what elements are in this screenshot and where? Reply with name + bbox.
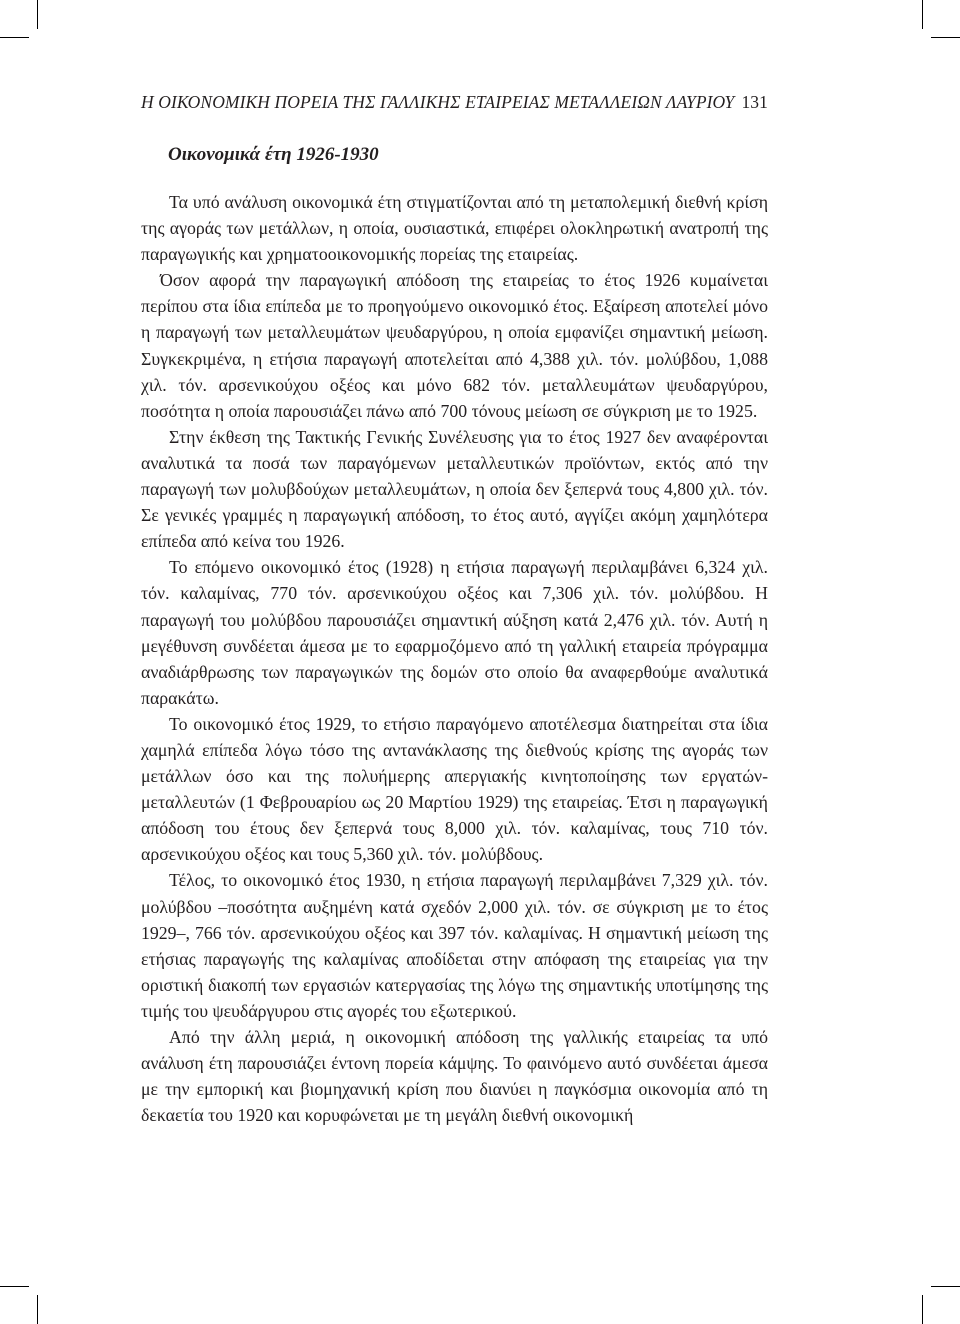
crop-mark-top-left-vertical [37,0,38,29]
paragraph-5: Το οικονομικό έτος 1929, το ετήσιο παραγόμενο αποτέλεσμα διατηρείται στα ίδια χαμηλά επίπεδα λόγω τόσο της αντανάκλασης της διεθνούς κρίσης της αγοράς των μετάλλων όσο και της πολυήμερης απεργιακής κινητοποίησης των εργατών-μεταλλευτών (1 Φεβρουαρίου ως 20 Μαρτίου 1929) της εταιρείας. Έτσι η παραγωγική απόδοση του έτους δεν ξεπερνά τους 8,000 χιλ. τόν. καλαμίνας, τους 710 τόν. αρσενικούχου οξέος και τους 5,360 χιλ. τόν. μολύβδους. [141,713,768,865]
body-text [141,189,768,1128]
paragraph-1: Τα υπό ανάλυση οικονομικά έτη στιγματίζονται από τη μεταπολεμική διεθνή κρίση της αγοράς των μετάλλων, η οποία, ουσιαστικά, επιφέρει ολοκληρωτική ανατροπή της παραγωγικής και χρηματοοικονομικής πορείας της εταιρείας. [141,192,768,265]
book-page [141,90,768,1128]
section-title: Οικονομικά έτη 1926-1930 [168,144,379,165]
running-header [141,90,768,114]
crop-mark-bottom-right-horizontal [931,1286,960,1287]
crop-mark-top-left-horizontal [0,37,29,38]
crop-mark-top-right-horizontal [931,37,960,38]
paragraph-6: Τέλος, το οικονομικό έτος 1930, η ετήσια παραγωγή περιλαμβάνει 7,329 χιλ. τόν. μολύβδου –ποσότητα αυξημένη κατά σχεδόν 2,000 χιλ. τόν. σε σύγκριση με το έτος 1929–, 766 τόν. αρσενικούχου οξέος και 397 τόν. καλαμίνας. Η σημαντική μείωση της ετήσιας παραγωγής της καλαμίνας αποδίδεται στην απόφαση της εταιρείας για την οριστική διακοπή των εργασιών κατεργασίας της λόγω της σημαντικής υποτίμησης της τιμής του ψευδάργυρου στις αγορές του εξωτερικού. [141,870,768,1021]
crop-mark-top-right-vertical [922,0,923,29]
crop-mark-bottom-left-vertical [37,1295,38,1324]
paragraph-7: Από την άλλη μεριά, η οικονομική απόδοση της γαλλικής εταιρείας τα υπό ανάλυση έτη παρουσιάζει έντονη πορεία κάμψης. Το φαινόμενο αυτό συνδέεται άμεσα με την εμπορική και βιομηχανική κρίση που διανύει η παγκόσμια οικονομία από τη δεκαετία του 1920 και κορυφώνεται με τη μεγάλη διεθνή οικονομική [141,1027,768,1126]
running-title: Η ΟΙΚΟΝΟΜΙΚΗ ΠΟΡΕΙΑ ΤΗΣ ΓΑΛΛΙΚΗΣ ΕΤΑΙΡΕΙΑΣ ΜΕΤΑΛΛΕΙΩΝ ΛΑΥΡΙΟΥ [141,92,735,112]
crop-mark-bottom-right-vertical [922,1295,923,1324]
paragraph-3: Στην έκθεση της Τακτικής Γενικής Συνέλευσης για το έτος 1927 δεν αναφέρονται αναλυτικά τα ποσά των παραγόμενων μεταλλευτικών προϊόντων, εκτός από την παραγωγή των μολυβδούχων μεταλλευμάτων, η οποία δεν ξεπερνά τους 4,800 χιλ. τόν. Σε γενικές γραμμές η παραγωγική απόδοση, το έτος αυτό, αγγίζει ακόμη χαμηλότερα επίπεδα από κείνα του 1926. [141,426,768,552]
paragraph-2: Όσον αφορά την παραγωγική απόδοση της εταιρείας το έτος 1926 κυμαίνεται περίπου στα ίδια επίπεδα με το προηγούμενο οικονομικό έτος. Εξαίρεση αποτελεί μόνο η παραγωγή των μεταλλευμάτων ψευδαργύρου, η οποία εμφανίζει σημαντική μείωση. Συγκεκριμένα, η ετήσια παραγωγή αποτελείται από 4,388 χιλ. τόν. μολύβδου, 1,088 χιλ. τόν. αρσενικούχου οξέος και μόνο 682 τόν. μεταλλευμάτων ψευδαργύρου, ποσότητα η οποία παρουσιάζει πάνω από 700 τόνους μείωση σε σύγκριση με το 1925. [141,270,768,421]
crop-mark-bottom-left-horizontal [0,1286,29,1287]
paragraph-4: Το επόμενο οικονομικό έτος (1928) η ετήσια παραγωγή περιλαμβάνει 6,324 χιλ. τόν. καλαμίνας, 770 τόν. αρσενικούχου οξέος και 7,306 χιλ. τόν. μολύβδου. Η παραγωγή του μολύβδου παρουσιάζει σημαντική αύξηση κατά 2,476 χιλ. τόν. Αυτή η μεγέθυνση συνδέεται άμεσα με το εφαρμοζόμενο από τη γαλλική εταιρεία πρόγραμμα αναδιάρθρωσης των παραγωγικών της δομών στο οποίο θα αναφερθούμε αναλυτικά παρακάτω. [141,557,768,708]
page-number: 131 [741,92,768,112]
